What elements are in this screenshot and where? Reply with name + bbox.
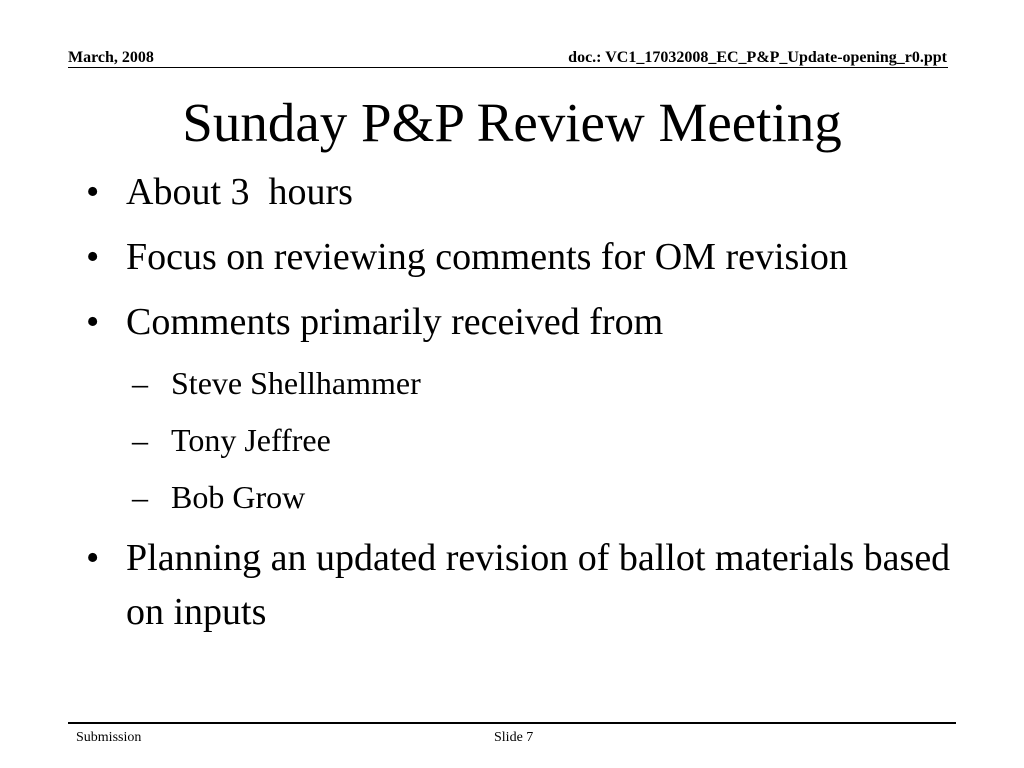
bullet-text: Focus on reviewing comments for OM revision bbox=[126, 236, 848, 278]
bullet-text: Comments primarily received from bbox=[126, 301, 664, 343]
bullet-item bbox=[86, 295, 956, 349]
header-date: March, 2008 bbox=[68, 49, 154, 66]
dash-marker: – bbox=[132, 422, 148, 458]
bullet-item bbox=[86, 531, 956, 639]
bullet-item bbox=[86, 165, 956, 219]
bullet-text: About 3 hours bbox=[126, 171, 353, 213]
sub-bullet-text: Tony Jeffree bbox=[171, 422, 331, 458]
header-doc-id: doc.: VC1_17032008_EC_P&P_Update-opening_r0.ppt bbox=[568, 49, 947, 66]
footer-submission: Submission bbox=[76, 730, 142, 745]
bullet-marker: • bbox=[86, 537, 100, 579]
footer-divider bbox=[68, 722, 956, 724]
sub-bullet-text: Steve Shellhammer bbox=[171, 365, 421, 401]
sub-bullet-item bbox=[86, 474, 956, 520]
sub-bullet-item bbox=[86, 417, 956, 463]
slide-title: Sunday P&P Review Meeting bbox=[182, 92, 842, 153]
sub-bullet-item bbox=[86, 360, 956, 406]
dash-marker: – bbox=[132, 479, 148, 515]
bullet-item bbox=[86, 230, 956, 284]
bullet-text: Planning an updated revision of ballot materials based on inputs bbox=[126, 537, 951, 633]
sub-bullet-text: Bob Grow bbox=[171, 479, 306, 515]
bullet-marker: • bbox=[86, 301, 100, 343]
bullet-marker: • bbox=[86, 171, 100, 213]
bullet-list bbox=[86, 165, 956, 650]
footer-slide-number: Slide 7 bbox=[494, 730, 534, 745]
bullet-marker: • bbox=[86, 236, 100, 278]
dash-marker: – bbox=[132, 365, 148, 401]
header-divider bbox=[68, 67, 948, 68]
